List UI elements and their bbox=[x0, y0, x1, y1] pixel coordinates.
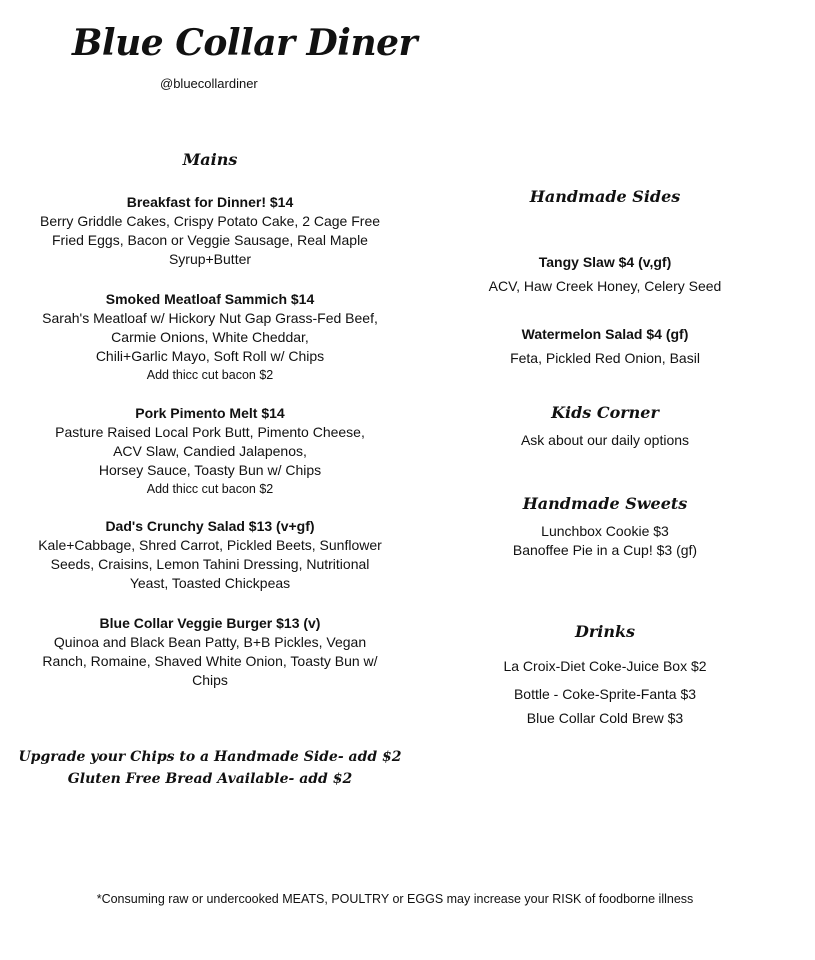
item-desc-line: Pasture Raised Local Pork Butt, Pimento Cheese, bbox=[55, 424, 365, 440]
item-desc-line: ACV Slaw, Candied Jalapenos, bbox=[113, 443, 307, 459]
upgrade-note: Gluten Free Bread Available- add $2 bbox=[67, 771, 353, 787]
main-item-pork-pimento bbox=[0, 404, 420, 498]
item-desc-line: Fried Eggs, Bacon or Veggie Sausage, Real Maple bbox=[52, 232, 368, 248]
item-desc-line: Chips bbox=[192, 672, 228, 688]
sweet-item: Banoffee Pie in a Cup! $3 (gf) bbox=[512, 542, 698, 558]
item-addon: Add thicc cut bacon $2 bbox=[146, 368, 274, 382]
main-item-crunchy-salad bbox=[0, 517, 420, 593]
kids-text: Ask about our daily options bbox=[520, 432, 690, 448]
sides-heading: Handmade Sides bbox=[529, 187, 681, 206]
mains-heading-wrap bbox=[0, 150, 420, 169]
item-desc-line: Quinoa and Black Bean Patty, B+B Pickles, Vegan bbox=[53, 634, 367, 650]
drink-item: Blue Collar Cold Brew $3 bbox=[526, 710, 684, 726]
upgrade-notes bbox=[0, 746, 420, 790]
side-item-watermelon bbox=[400, 325, 810, 368]
sweets-section bbox=[400, 494, 810, 560]
item-name: Watermelon Salad $4 (gf) bbox=[521, 326, 689, 342]
drink-item: Bottle - Coke-Sprite-Fanta $3 bbox=[513, 686, 697, 702]
item-desc-line: Horsey Sauce, Toasty Bun w/ Chips bbox=[98, 462, 322, 478]
item-name: Pork Pimento Melt $14 bbox=[135, 405, 285, 421]
drinks-section bbox=[400, 622, 810, 728]
item-name: Breakfast for Dinner! $14 bbox=[126, 194, 294, 210]
sweets-heading: Handmade Sweets bbox=[522, 494, 688, 513]
item-desc-line: ACV, Haw Creek Honey, Celery Seed bbox=[488, 278, 722, 294]
item-desc-line: Yeast, Toasted Chickpeas bbox=[129, 575, 291, 591]
kids-heading: Kids Corner bbox=[551, 403, 659, 422]
kids-section bbox=[400, 403, 810, 450]
item-desc-line: Ranch, Romaine, Shaved White Onion, Toasty Bun w/ bbox=[42, 653, 378, 669]
item-desc-line: Syrup+Butter bbox=[168, 251, 252, 267]
side-item-slaw bbox=[400, 253, 810, 296]
restaurant-title: Blue Collar Diner bbox=[72, 22, 417, 64]
item-desc-line: Seeds, Craisins, Lemon Tahini Dressing, Nutritional bbox=[50, 556, 370, 572]
item-desc-line: Sarah's Meatloaf w/ Hickory Nut Gap Grass-Fed Beef, bbox=[42, 310, 378, 326]
social-handle: @bluecollardiner bbox=[160, 76, 258, 91]
item-desc-line: Berry Griddle Cakes, Crispy Potato Cake, 2 Cage Free bbox=[39, 213, 381, 229]
upgrade-note: Upgrade your Chips to a Handmade Side- add $2 bbox=[18, 749, 402, 765]
drink-item: La Croix-Diet Coke-Juice Box $2 bbox=[503, 658, 707, 674]
sides-heading-wrap bbox=[400, 187, 810, 206]
mains-heading: Mains bbox=[182, 150, 238, 169]
item-name: Smoked Meatloaf Sammich $14 bbox=[105, 291, 315, 307]
sweet-item: Lunchbox Cookie $3 bbox=[541, 523, 669, 539]
food-safety-disclaimer: *Consuming raw or undercooked MEATS, POULTRY or EGGS may increase your RISK of foodborne illness bbox=[96, 892, 694, 906]
main-item-breakfast bbox=[0, 193, 420, 269]
item-desc-line: Chili+Garlic Mayo, Soft Roll w/ Chips bbox=[95, 348, 325, 364]
item-addon: Add thicc cut bacon $2 bbox=[146, 482, 274, 496]
item-name: Dad's Crunchy Salad $13 (v+gf) bbox=[105, 518, 315, 534]
item-desc-line: Carmie Onions, White Cheddar, bbox=[111, 329, 309, 345]
main-item-meatloaf bbox=[0, 290, 420, 384]
item-name: Tangy Slaw $4 (v,gf) bbox=[538, 254, 672, 270]
drinks-heading: Drinks bbox=[574, 622, 636, 641]
item-name: Blue Collar Veggie Burger $13 (v) bbox=[99, 615, 321, 631]
main-item-veggie-burger bbox=[0, 614, 420, 690]
item-desc-line: Feta, Pickled Red Onion, Basil bbox=[510, 350, 700, 366]
item-desc-line: Kale+Cabbage, Shred Carrot, Pickled Beets, Sunflower bbox=[38, 537, 382, 553]
